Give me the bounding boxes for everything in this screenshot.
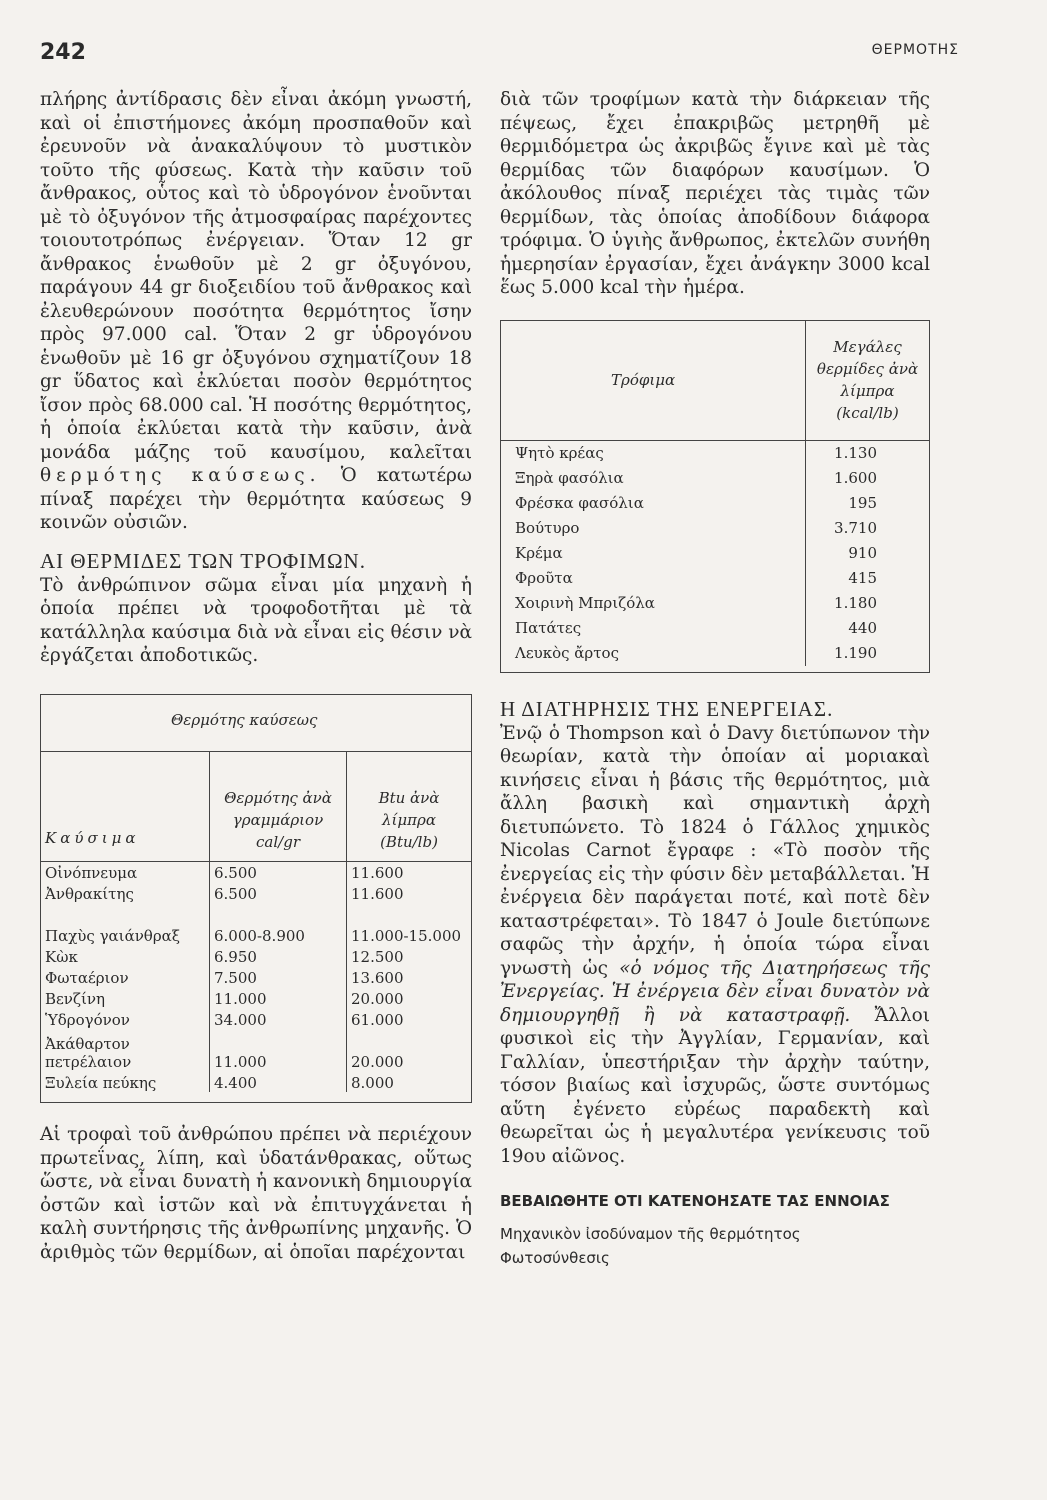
heat-table-cell-cal: 6.000-8.900 [210,903,347,945]
heat-table-cell-cal: 6.950 [210,945,347,966]
running-title: ΘΕΡΜΟΤΗΣ [871,42,959,58]
section-title-energy-conservation: Η ΔΙΑΤΗΡΗΣΙΣ ΤΗΣ ΕΝΕΡΓΕΙΑΣ. [500,696,834,721]
heat-table-cell-cal: 11.000 [210,1029,347,1071]
concept-photosynthesis: Φωτοσύνθεσις [500,1249,610,1267]
heat-table-cell-btu: 13.600 [351,969,404,987]
food-calories-table [500,320,930,673]
food-table-cell-kcal: 440 [848,619,877,637]
heat-table-row [41,882,471,903]
food-table-header-food: Τρόφιμα [501,321,806,441]
term-heat-of-combustion: θερμότης καύσεως. [40,465,321,486]
heat-table-header-btu-l2: λίμπρα [382,810,436,829]
food-table-cell-kcal: 1.190 [834,644,877,662]
food-table-row [501,441,929,466]
food-table-cell-food: Φροῦτα [501,566,806,591]
heat-table-cell-fuel: Παχὺς γαιάνθραξ [41,903,210,945]
paragraph-combustion-end: Ὁ κατωτέρω πίναξ παρέχει τὴν θερμότητα καύσεως 9 κοινῶν οὐσιῶν. [40,465,472,533]
heat-table-row [41,861,471,882]
food-table-cell-food: Ψητὸ κρέας [501,441,806,466]
food-table-header-kcal [806,321,930,441]
heat-table-cell-btu: 20.000 [351,1053,404,1071]
paragraph-body-machine: Τὸ ἀνθρώπινον σῶμα εἶναι μία μηχανὴ ἡ ὁποία πρέπει νὰ τροφοδοτῆται μὲ τὰ κατάλληλα καύσιμα διὰ νὰ εἶναι εἰς θέσιν νὰ ἐργάζεται ἀποδοτικῶς. [40,574,472,666]
food-table-cell-food: Βούτυρο [501,516,806,541]
food-table-cell-kcal: 910 [848,544,877,562]
paragraph-energy-end: Ἄλλοι φυσικοὶ εἰς τὴν Ἀγγλίαν, Γερμανίαν, καὶ Γαλλίαν, ὑπεστήριξαν τὴν ἀρχὴν ταύτην, τόσον βιαίως καὶ ἰσχυρῶς, ὥστε συντόμως αὕτη ἐγένετο εὐρέως παραδεκτὴ καὶ θεωρεῖται ὡς ἡ μεγαλυτέρα γενίκευσις τοῦ 19ου αἰῶνος. [500,1004,930,1167]
paragraph-food-composition: Αἱ τροφαὶ τοῦ ἀνθρώπου πρέπει νὰ περιέχουν πρωτεΐνας, λίπη, καὶ ὑδατάνθρακας, οὕτως ὥστε, νὰ εἶναι δυνατὴ ἡ κανονικὴ δημιουργία ὀστῶν καὶ ἱστῶν καὶ νὰ ἐπιτυγχάνεται ἡ καλὴ συντήρησις τῆς ἀνθρωπίνης μηχανῆς. Ὁ ἀριθμὸς τῶν θερμίδων, αἱ ὁποῖαι παρέχονται [40,1124,472,1263]
heat-table-row [41,987,471,1008]
heat-table-header-cal-l2: γραμμάριον [232,810,324,829]
heat-table-caption: Θερμότης καύσεως [171,710,318,729]
heat-table-header-cal-l3: cal/gr [256,832,300,851]
heat-table-header-btu-l3: (Btu/lb) [380,832,438,851]
food-table-row [501,516,929,541]
food-table-row [501,566,929,591]
food-table-cell-kcal: 3.710 [834,519,877,537]
heat-table-cell-fuel: Οἰνόπνευμα [41,861,210,882]
heat-table-cell-cal: 7.500 [210,966,347,987]
heat-table-cell-btu: 20.000 [351,990,404,1008]
food-table-cell-kcal: 415 [848,569,877,587]
food-table-cell-food: Ξηρὰ φασόλια [501,466,806,491]
heat-table-header-cal-l1: Θερμότης ἀνὰ [224,788,332,807]
heat-table-row [41,1029,471,1071]
page-number: 242 [40,40,86,65]
paragraph-energy-text: Ἐνῷ ὁ Thompson καὶ ὁ Davy διετύπωνον τὴν θεωρίαν, κατὰ τὴν ὁποίαν αἱ μοριακαὶ κινήσεις εἶναι ἡ βάσις τῆς θερμότητος, μιὰ ἄλλη βασικὴ καὶ σημαντικὴ ἀρχὴ διετυπώνετο. Τὸ 1824 ὁ Γάλλος χημικὸς Nicolas Carnot ἔγραφε : «Τὸ ποσὸν τῆς ἐνεργείας εἰς τὴν φύσιν δὲν μεταβάλλεται. Ἡ ἐνέργεια δὲν παράγεται ποτέ, καὶ ποτὲ δὲν καταστρέφεται». Τὸ 1847 ὁ Joule διετύπωνε σαφῶς τὴν ἀρχήν, ἡ ὁποία τώρα εἶναι γνωστὴ ὡς [500,722,930,979]
food-table-body [501,441,929,666]
heat-table-cell-cal: 34.000 [210,1008,347,1029]
heat-table-cell-btu: 11.000-15.000 [351,927,462,945]
food-table-row [501,641,929,666]
heat-table-cell-btu: 8.000 [351,1074,394,1092]
heat-table-cell-fuel: Βενζίνη [41,987,210,1008]
heat-table-row [41,1071,471,1092]
heat-table-cell-fuel: Ἀκάθαρτον πετρέλαιον [41,1029,210,1071]
food-table-cell-kcal: 1.130 [834,444,877,463]
food-table-header-kcal-l3: λίμπρα [840,382,895,401]
paragraph-calorimetry: διὰ τῶν τροφίμων κατὰ τὴν διάρκειαν τῆς πέψεως, ἔχει ἐπακριβῶς μετρηθῆ μὲ θερμιδόμετρα ὡς ἀκριβῶς ἔγινε καὶ μὲ τὰς θερμίδας τῶν διαφόρων καυσίμων. Ὁ ἀκόλουθος πίναξ περιέχει τὰς τιμὰς τῶν θερμίδων, τὰς ὁποίας ἀποδίδουν διάφορα τρόφιμα. Ὁ ὑγιὴς ἄνθρωπος, ἐκτελῶν συνήθη ἡμερησίαν ἐργασίαν, ἔχει ἀνάγκην 3000 kcal ἕως 5.000 kcal τὴν ἡμέρα. [500,89,930,298]
heat-table-row [41,1008,471,1029]
heat-table-cell-btu: 11.600 [351,885,404,903]
food-table-row [501,616,929,641]
food-table-row [501,591,929,616]
heat-table-row [41,945,471,966]
food-table-cell-food: Πατάτες [501,616,806,641]
heat-table-cell-btu: 11.600 [351,864,404,882]
food-table-cell-food: Λευκὸς ἄρτος [501,641,806,666]
heat-table-cell-fuel: Κὼκ [41,945,210,966]
heat-table-cell-btu: 61.000 [351,1011,404,1029]
food-table-cell-kcal: 195 [848,494,877,512]
concept-mechanical-equivalent: Μηχανικὸν ἰσοδύναμον τῆς θερμότητος [500,1225,801,1243]
food-table-row [501,541,929,566]
heat-table-row [41,966,471,987]
heat-table-cell-cal: 11.000 [210,987,347,1008]
food-table-cell-kcal: 1.600 [834,469,877,487]
food-table-row [501,491,929,516]
heat-table-header-fuel: Καύσιμα [41,751,210,861]
heat-table-body [41,861,471,1092]
heat-table-cell-cal: 4.400 [210,1071,347,1092]
left-column [40,88,472,1264]
heat-of-combustion-table [40,694,472,1104]
heat-table-row [41,903,471,945]
heat-table-header-cal [210,751,347,861]
food-table-cell-food: Κρέμα [501,541,806,566]
heat-table-cell-fuel: Ἀνθρακίτης [41,882,210,903]
paragraph-combustion-text: πλήρης ἀντίδρασις δὲν εἶναι ἀκόμη γνωστή, καὶ οἱ ἐπιστήμονες ἀκόμη προσπαθοῦν καὶ ἐρευνοῦν νὰ ἀνακαλύψουν τὸ μυστικὸν τοῦτο τῆς φύσεως. Κατὰ τὴν καῦσιν τοῦ ἄνθρακος, οὗτος καὶ τὸ ὑδρογόνον ἑνοῦνται μὲ τὸ ὀξυγόνον τῆς ἀτμοσφαίρας παρέχοντες τοιουτοτρόπως ἐνέργειαν. Ὅταν 12 gr ἄνθρακος ἑνωθοῦν μὲ 2 gr ὀξυγόνου, παράγουν 44 gr διοξειδίου τοῦ ἄνθρακος καὶ ἐλευθερώνουν ποσότητα θερμότητος ἴσην πρὸς 97.000 cal. Ὅταν 2 gr ὑδρογόνου ἑνωθοῦν μὲ 16 gr ὀξυγόνου σχηματίζουν 18 gr ὕδατος καὶ ἐκλύεται ποσὸν θερμότητος ἴσον πρὸς 68.000 cal. Ἡ ποσότης θερμότητος, ἡ ὁποία ἐκλύεται κατὰ τὴν καῦσιν, ἀνὰ μονάδα μάζης τοῦ καυσίμου, καλεῖται [40,89,472,463]
heat-table-cell-fuel: Φωταέριον [41,966,210,987]
right-column [500,88,930,1270]
heat-table-cell-btu: 12.500 [351,948,404,966]
food-table-cell-food: Φρέσκα φασόλια [501,491,806,516]
paragraph-energy-conservation [500,722,930,1169]
food-table-cell-kcal: 1.180 [834,594,877,612]
food-table-header-kcal-l2: θερμίδες ἀνὰ [816,360,919,379]
heat-table-cell-cal: 6.500 [210,882,347,903]
law-of-conservation: «ὁ νόμος τῆς Διατηρήσεως τῆς Ἐνεργείας. Ἡ ἐνέργεια δὲν εἶναι δυνατὸν νὰ δημιουργηθῇ ἢ νὰ καταστραφῇ. [500,957,930,1026]
food-table-header-kcal-l4: (kcal/lb) [836,404,899,423]
food-table-header-kcal-l1: Μεγάλες [833,338,902,357]
section-title-food-calories: ΑΙ ΘΕΡΜΙΔΕΣ ΤΩΝ ΤΡΟΦΙΜΩΝ. [40,548,366,573]
concepts-heading: ΒΕΒΑΙΩΘΗΤΕ ΟΤΙ ΚΑΤΕΝΟΗΣΑΤΕ ΤΑΣ ΕΝΝΟΙΑΣ [500,1192,890,1210]
food-table-row [501,466,929,491]
heat-table-cell-cal: 6.500 [210,861,347,882]
heat-table-cell-fuel: Ξυλεία πεύκης [41,1071,210,1092]
food-table-cell-food: Χοιρινὴ Μπριζόλα [501,591,806,616]
heat-table-header-btu-l1: Btu ἀνὰ [378,788,440,807]
paragraph-combustion [40,88,472,535]
heat-table-cell-fuel: Ὑδρογόνον [41,1008,210,1029]
heat-table-header-btu [347,751,472,861]
